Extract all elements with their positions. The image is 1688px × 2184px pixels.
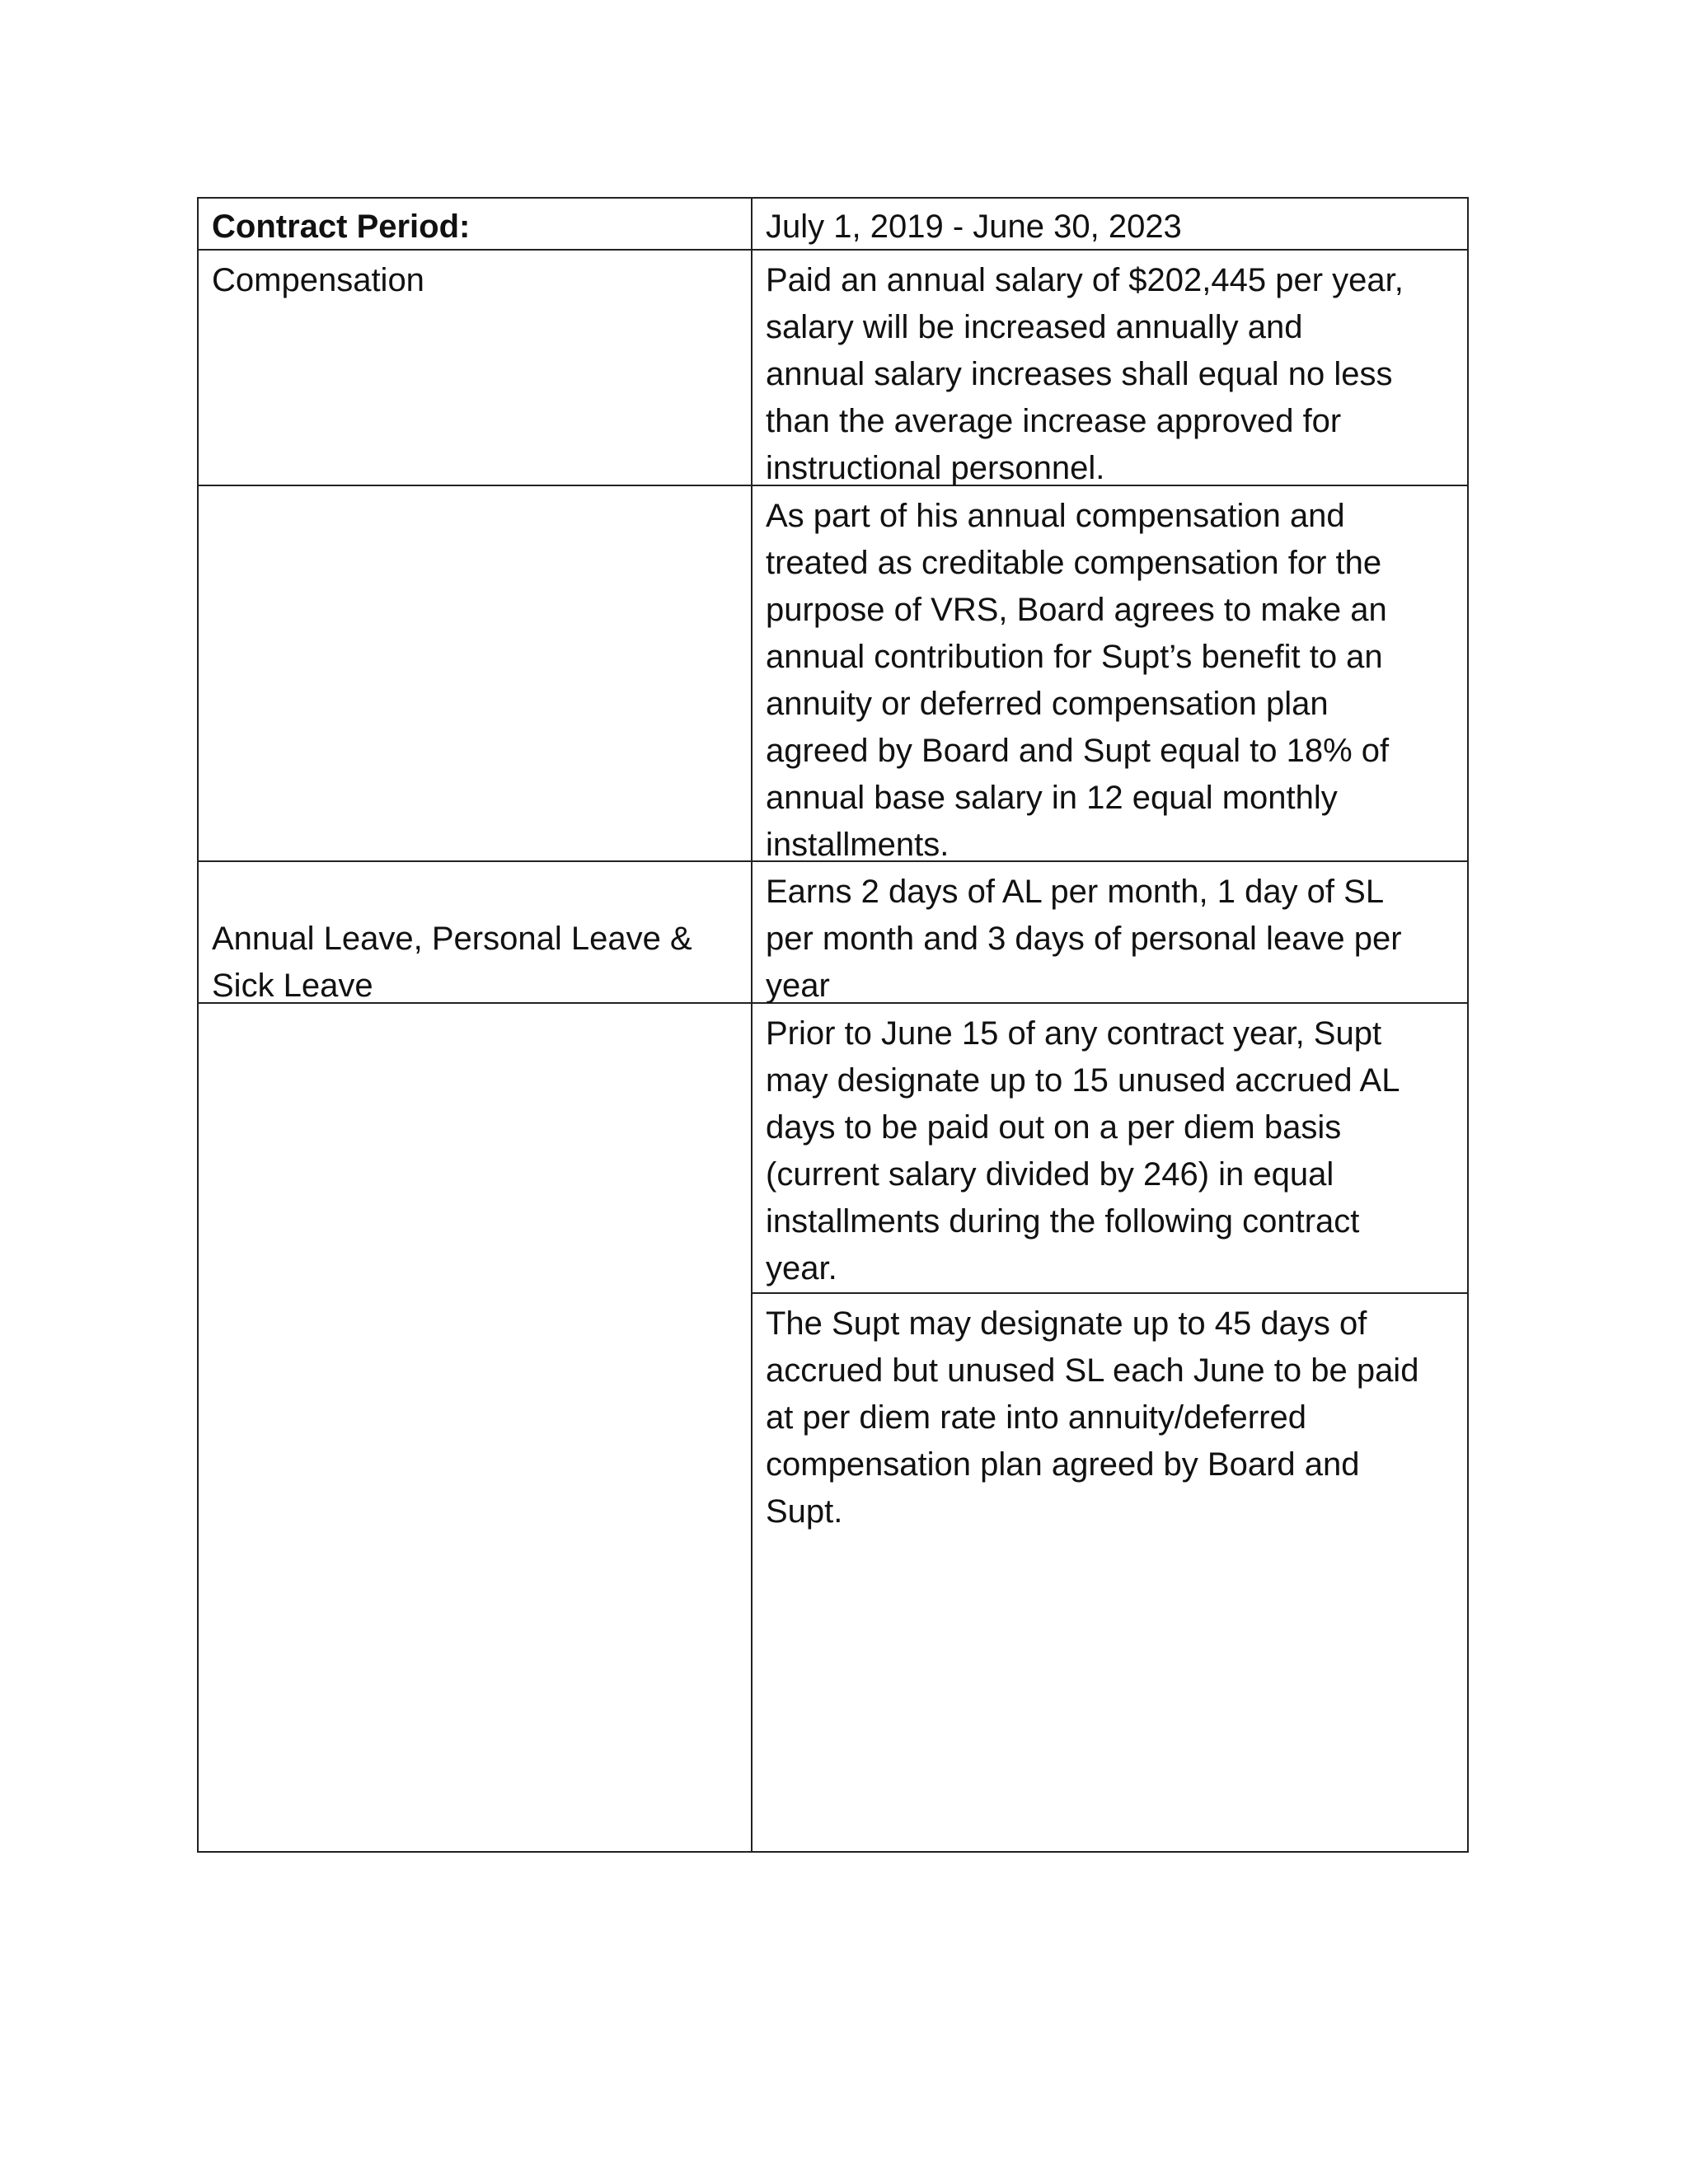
leave-detail-label <box>197 1004 753 1853</box>
leave-label: Annual Leave, Personal Leave & Sick Leave <box>197 862 753 1004</box>
annual-contribution-value: As part of his annual compensation and treated as creditable compensation for the purpose of VRS, Board agrees to make an annual contribution for Supt’s benefit to an annuity or deferred compensation plan agreed by Board and Supt equal to 18% of annual base salary in 12 equal monthly installments. <box>753 486 1469 862</box>
compensation-value: Paid an annual salary of $202,445 per year, salary will be increased annually and annual salary increases shall equal no less than the average increase approved for instructional personnel. <box>753 251 1469 486</box>
compensation-label: Compensation <box>197 251 753 486</box>
contract-period-value: July 1, 2019 - June 30, 2023 <box>753 197 1469 251</box>
al-payout-value: Prior to June 15 of any contract year, Supt may designate up to 15 unused accrued AL days to be paid out on a per diem basis (current salary divided by 246) in equal installments during the following contract year. <box>753 1004 1469 1294</box>
leave-value: Earns 2 days of AL per month, 1 day of SL per month and 3 days of personal leave per year <box>753 862 1469 1004</box>
annual-contribution-label <box>197 486 753 862</box>
sl-payout-value: The Supt may designate up to 45 days of accrued but unused SL each June to be paid at per diem rate into annuity/deferred compensation plan agreed by Board and Supt. <box>753 1294 1469 1853</box>
contract-period-label: Contract Period: <box>197 197 753 251</box>
